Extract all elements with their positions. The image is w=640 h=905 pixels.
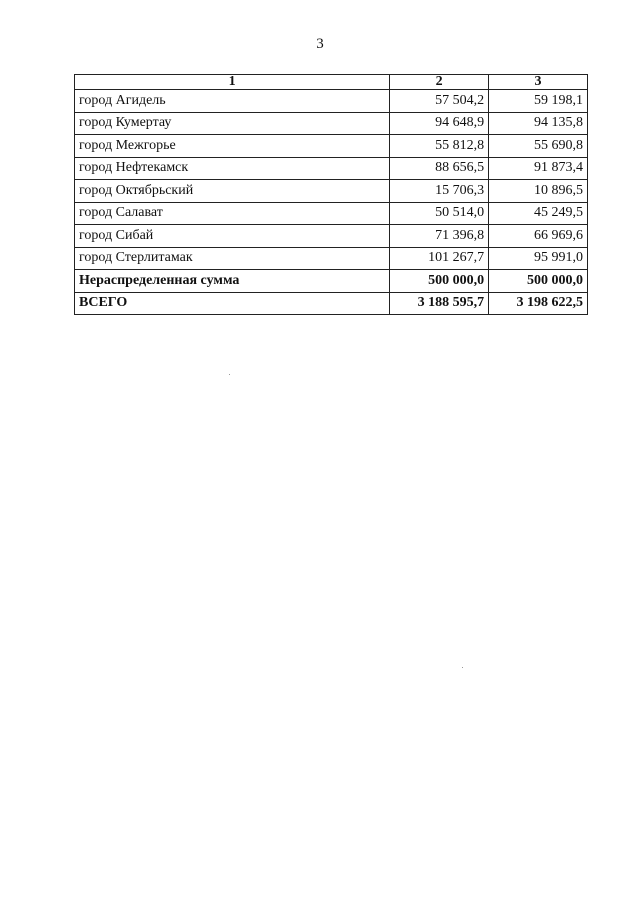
total-value-col-2: 3 188 595,7 [390, 292, 489, 315]
unallocated-value-col-2: 500 000,0 [390, 270, 489, 293]
column-header-1: 1 [75, 75, 390, 90]
scan-speck [229, 374, 230, 375]
table-row [75, 180, 588, 203]
value-col-3: 55 690,8 [489, 135, 588, 158]
table-row [75, 90, 588, 113]
table-header-row [75, 75, 588, 90]
unallocated-label: Нераспределенная сумма [75, 270, 390, 293]
value-col-2: 71 396,8 [390, 225, 489, 248]
value-col-3: 10 896,5 [489, 180, 588, 203]
value-col-3: 95 991,0 [489, 247, 588, 270]
scan-speck [462, 667, 463, 668]
value-col-3: 45 249,5 [489, 202, 588, 225]
city-name: город Стерлитамак [75, 247, 390, 270]
table-row [75, 157, 588, 180]
value-col-2: 94 648,9 [390, 112, 489, 135]
table-row [75, 112, 588, 135]
city-name: город Межгорье [75, 135, 390, 158]
value-col-2: 55 812,8 [390, 135, 489, 158]
table-row [75, 202, 588, 225]
value-col-2: 57 504,2 [390, 90, 489, 113]
value-col-3: 91 873,4 [489, 157, 588, 180]
value-col-2: 88 656,5 [390, 157, 489, 180]
value-col-2: 101 267,7 [390, 247, 489, 270]
city-name: город Сибай [75, 225, 390, 248]
value-col-2: 15 706,3 [390, 180, 489, 203]
city-name: город Октябрьский [75, 180, 390, 203]
city-name: город Агидель [75, 90, 390, 113]
column-header-3: 3 [489, 75, 588, 90]
page-number: 3 [316, 36, 324, 52]
value-col-3: 94 135,8 [489, 112, 588, 135]
total-row [75, 292, 588, 315]
city-name: город Нефтекамск [75, 157, 390, 180]
total-value-col-3: 3 198 622,5 [489, 292, 588, 315]
table-row [75, 135, 588, 158]
table-row [75, 225, 588, 248]
column-header-2: 2 [390, 75, 489, 90]
unallocated-value-col-3: 500 000,0 [489, 270, 588, 293]
table-row [75, 247, 588, 270]
total-label: ВСЕГО [75, 292, 390, 315]
unallocated-row [75, 270, 588, 293]
value-col-3: 66 969,6 [489, 225, 588, 248]
budget-table [74, 74, 588, 315]
city-name: город Салават [75, 202, 390, 225]
value-col-3: 59 198,1 [489, 90, 588, 113]
city-name: город Кумертау [75, 112, 390, 135]
value-col-2: 50 514,0 [390, 202, 489, 225]
